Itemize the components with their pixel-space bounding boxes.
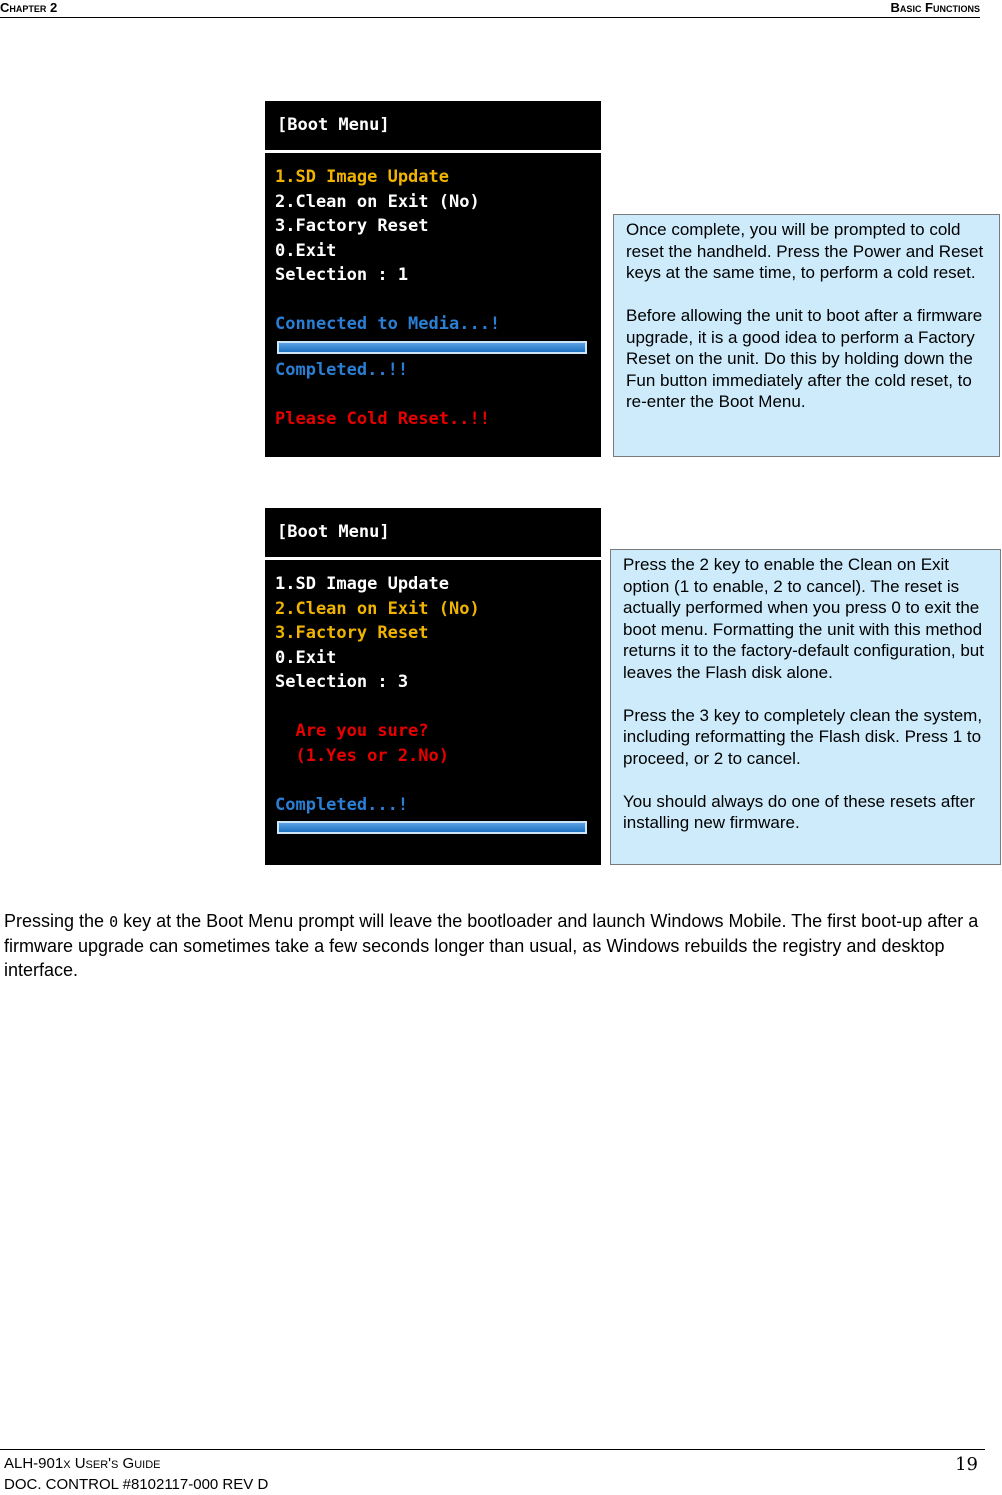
boot-menu-title-2 bbox=[265, 508, 601, 557]
callout-paragraph: You should always do one of these resets after installing new firmware. bbox=[623, 791, 975, 832]
boot-menu-screen-1 bbox=[265, 153, 601, 457]
header-rule bbox=[0, 17, 980, 18]
progress-bar bbox=[277, 821, 587, 834]
menu-option-factory-reset: 3.Factory Reset bbox=[275, 216, 429, 236]
menu-option-clean-on-exit: 2.Clean on Exit (No) bbox=[275, 598, 480, 619]
callout-paragraph: Before allowing the unit to boot after a firmware upgrade, it is a good idea to perform a Factory Reset on the unit. Do this by holding down the Fun button immediately after the cold reset, to re-enter the Boot Menu. bbox=[626, 306, 983, 411]
status-cold-reset: Please Cold Reset..!! bbox=[275, 408, 490, 429]
boot-menu-title-1 bbox=[265, 101, 601, 150]
boot-menu-screen-2 bbox=[265, 560, 601, 865]
chapter-label: Chapter 2 bbox=[0, 0, 58, 15]
menu-option-clean-on-exit: 2.Clean on Exit (No) bbox=[275, 191, 480, 212]
menu-option-exit: 0.Exit bbox=[275, 647, 337, 668]
boot-menu-title-text: [Boot Menu] bbox=[277, 522, 390, 542]
footer bbox=[4, 1453, 268, 1495]
callout-paragraph: Press the 2 key to enable the Clean on Exit option (1 to enable, 2 to cancel). The reset is actually performed when you press 0 to exit the boot menu. Formatting the unit with this method returns it to the factory-default configuration, but leaves the Flash disk alone. bbox=[623, 555, 984, 682]
status-connected: Connected to Media...! bbox=[275, 314, 501, 334]
footer-rule bbox=[0, 1449, 985, 1450]
guide-title: ALH-901x User's Guide bbox=[4, 1455, 161, 1472]
menu-option-factory-reset: 3.Factory Reset bbox=[275, 623, 429, 643]
status-completed: Completed..!! bbox=[275, 359, 409, 380]
key-zero: 0 bbox=[109, 913, 119, 931]
confirm-options: (1.Yes or 2.No) bbox=[275, 745, 449, 766]
page-number: 19 bbox=[955, 1454, 978, 1475]
progress-bar bbox=[277, 341, 587, 354]
menu-option-exit: 0.Exit bbox=[275, 240, 337, 261]
boot-menu-title-text: [Boot Menu] bbox=[277, 115, 390, 135]
section-label: Basic Functions bbox=[890, 0, 980, 15]
callout-cold-reset bbox=[613, 214, 1000, 457]
menu-option-sd-image-update: 1.SD Image Update bbox=[275, 574, 449, 594]
page-header bbox=[0, 0, 1002, 18]
doc-control: DOC. CONTROL #8102117-000 REV D bbox=[4, 1476, 269, 1493]
callout-clean-options bbox=[610, 549, 1001, 865]
status-completed: Completed...! bbox=[275, 794, 409, 815]
callout-paragraph: Once complete, you will be prompted to cold reset the handheld. Press the Power and Reset keys at the same time, to perform a cold reset. bbox=[626, 220, 984, 282]
selection-line: Selection : 1 bbox=[275, 265, 409, 285]
callout-paragraph: Press the 3 key to completely clean the system, including reformatting the Flash disk. Press 1 to proceed, or 2 to cancel. bbox=[623, 705, 983, 768]
confirm-prompt: Are you sure? bbox=[275, 721, 429, 741]
body-paragraph: Pressing the 0 key at the Boot Menu prompt will leave the bootloader and launch Windows Mobile. The first boot-up after a firmware upgrade can sometimes take a few seconds longer than usual, as Windows rebuilds the registry and desktop interface. bbox=[4, 911, 979, 980]
selection-line: Selection : 3 bbox=[275, 672, 409, 692]
menu-option-sd-image-update: 1.SD Image Update bbox=[275, 167, 449, 187]
